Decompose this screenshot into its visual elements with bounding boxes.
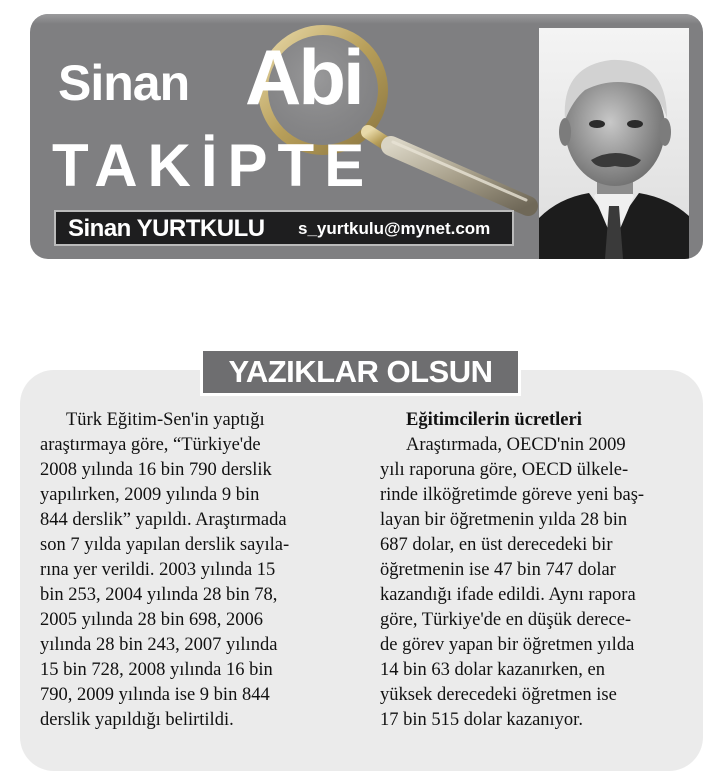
subheading-teacher-salaries: Eğitimcilerin ücretleri bbox=[406, 410, 582, 430]
right-column-text: Araştırmada, OECD'nin 2009 yılı raporuna göre, OECD ülkele- rinde ilköğretimde göreve yeni baş- layan bir öğretmenin yılda 28 bin 687 dolar, en üst derecedeki bir öğretmenin ise 47 bin 747 dolar kazandığı ifade edildi. Aynı rapora göre, Türkiye'de en düşük derece- de görev yapan bir öğretmen yılda 14 bin 63 dolar kazanırken, en yüksek derecedeki öğretmen ise 17 bin 515 dolar kazanıyor. bbox=[380, 435, 645, 730]
author-bar bbox=[54, 210, 514, 246]
author-portrait-image bbox=[539, 28, 689, 259]
column-title-takipte: TAKİPTE bbox=[52, 132, 375, 199]
article-title: YAZIKLAR OLSUN bbox=[200, 348, 521, 396]
author-photo bbox=[539, 28, 689, 259]
article-right-column bbox=[380, 408, 680, 733]
author-name: Sinan YURTKULU bbox=[68, 215, 265, 242]
column-title-abi: Abi bbox=[245, 33, 362, 121]
left-column-text: Türk Eğitim-Sen'in yaptığı araştırmaya göre, “Türkiye'de 2008 yılında 16 bin 790 derslik yapılırken, 2009 yılında 9 bin 844 derslik” yapıldı. Araştırmada son 7 yılda yapılan derslik sayıla- rına yer verildi. 2003 yılında 15 bin 253, 2004 yılında 28 bin 78, 2005 yılında 28 bin 698, 2006 yılında 28 bin 243, 2007 yılında 15 bin 728, 2008 yılında 16 bin 790, 2009 yılında ise 9 bin 844 derslik yapıldığı belirtildi. bbox=[40, 410, 290, 730]
column-title-sinan: Sinan bbox=[58, 55, 190, 111]
article-left-column bbox=[40, 408, 354, 733]
author-email[interactable]: s_yurtkulu@mynet.com bbox=[298, 219, 491, 238]
column-header bbox=[30, 14, 703, 259]
